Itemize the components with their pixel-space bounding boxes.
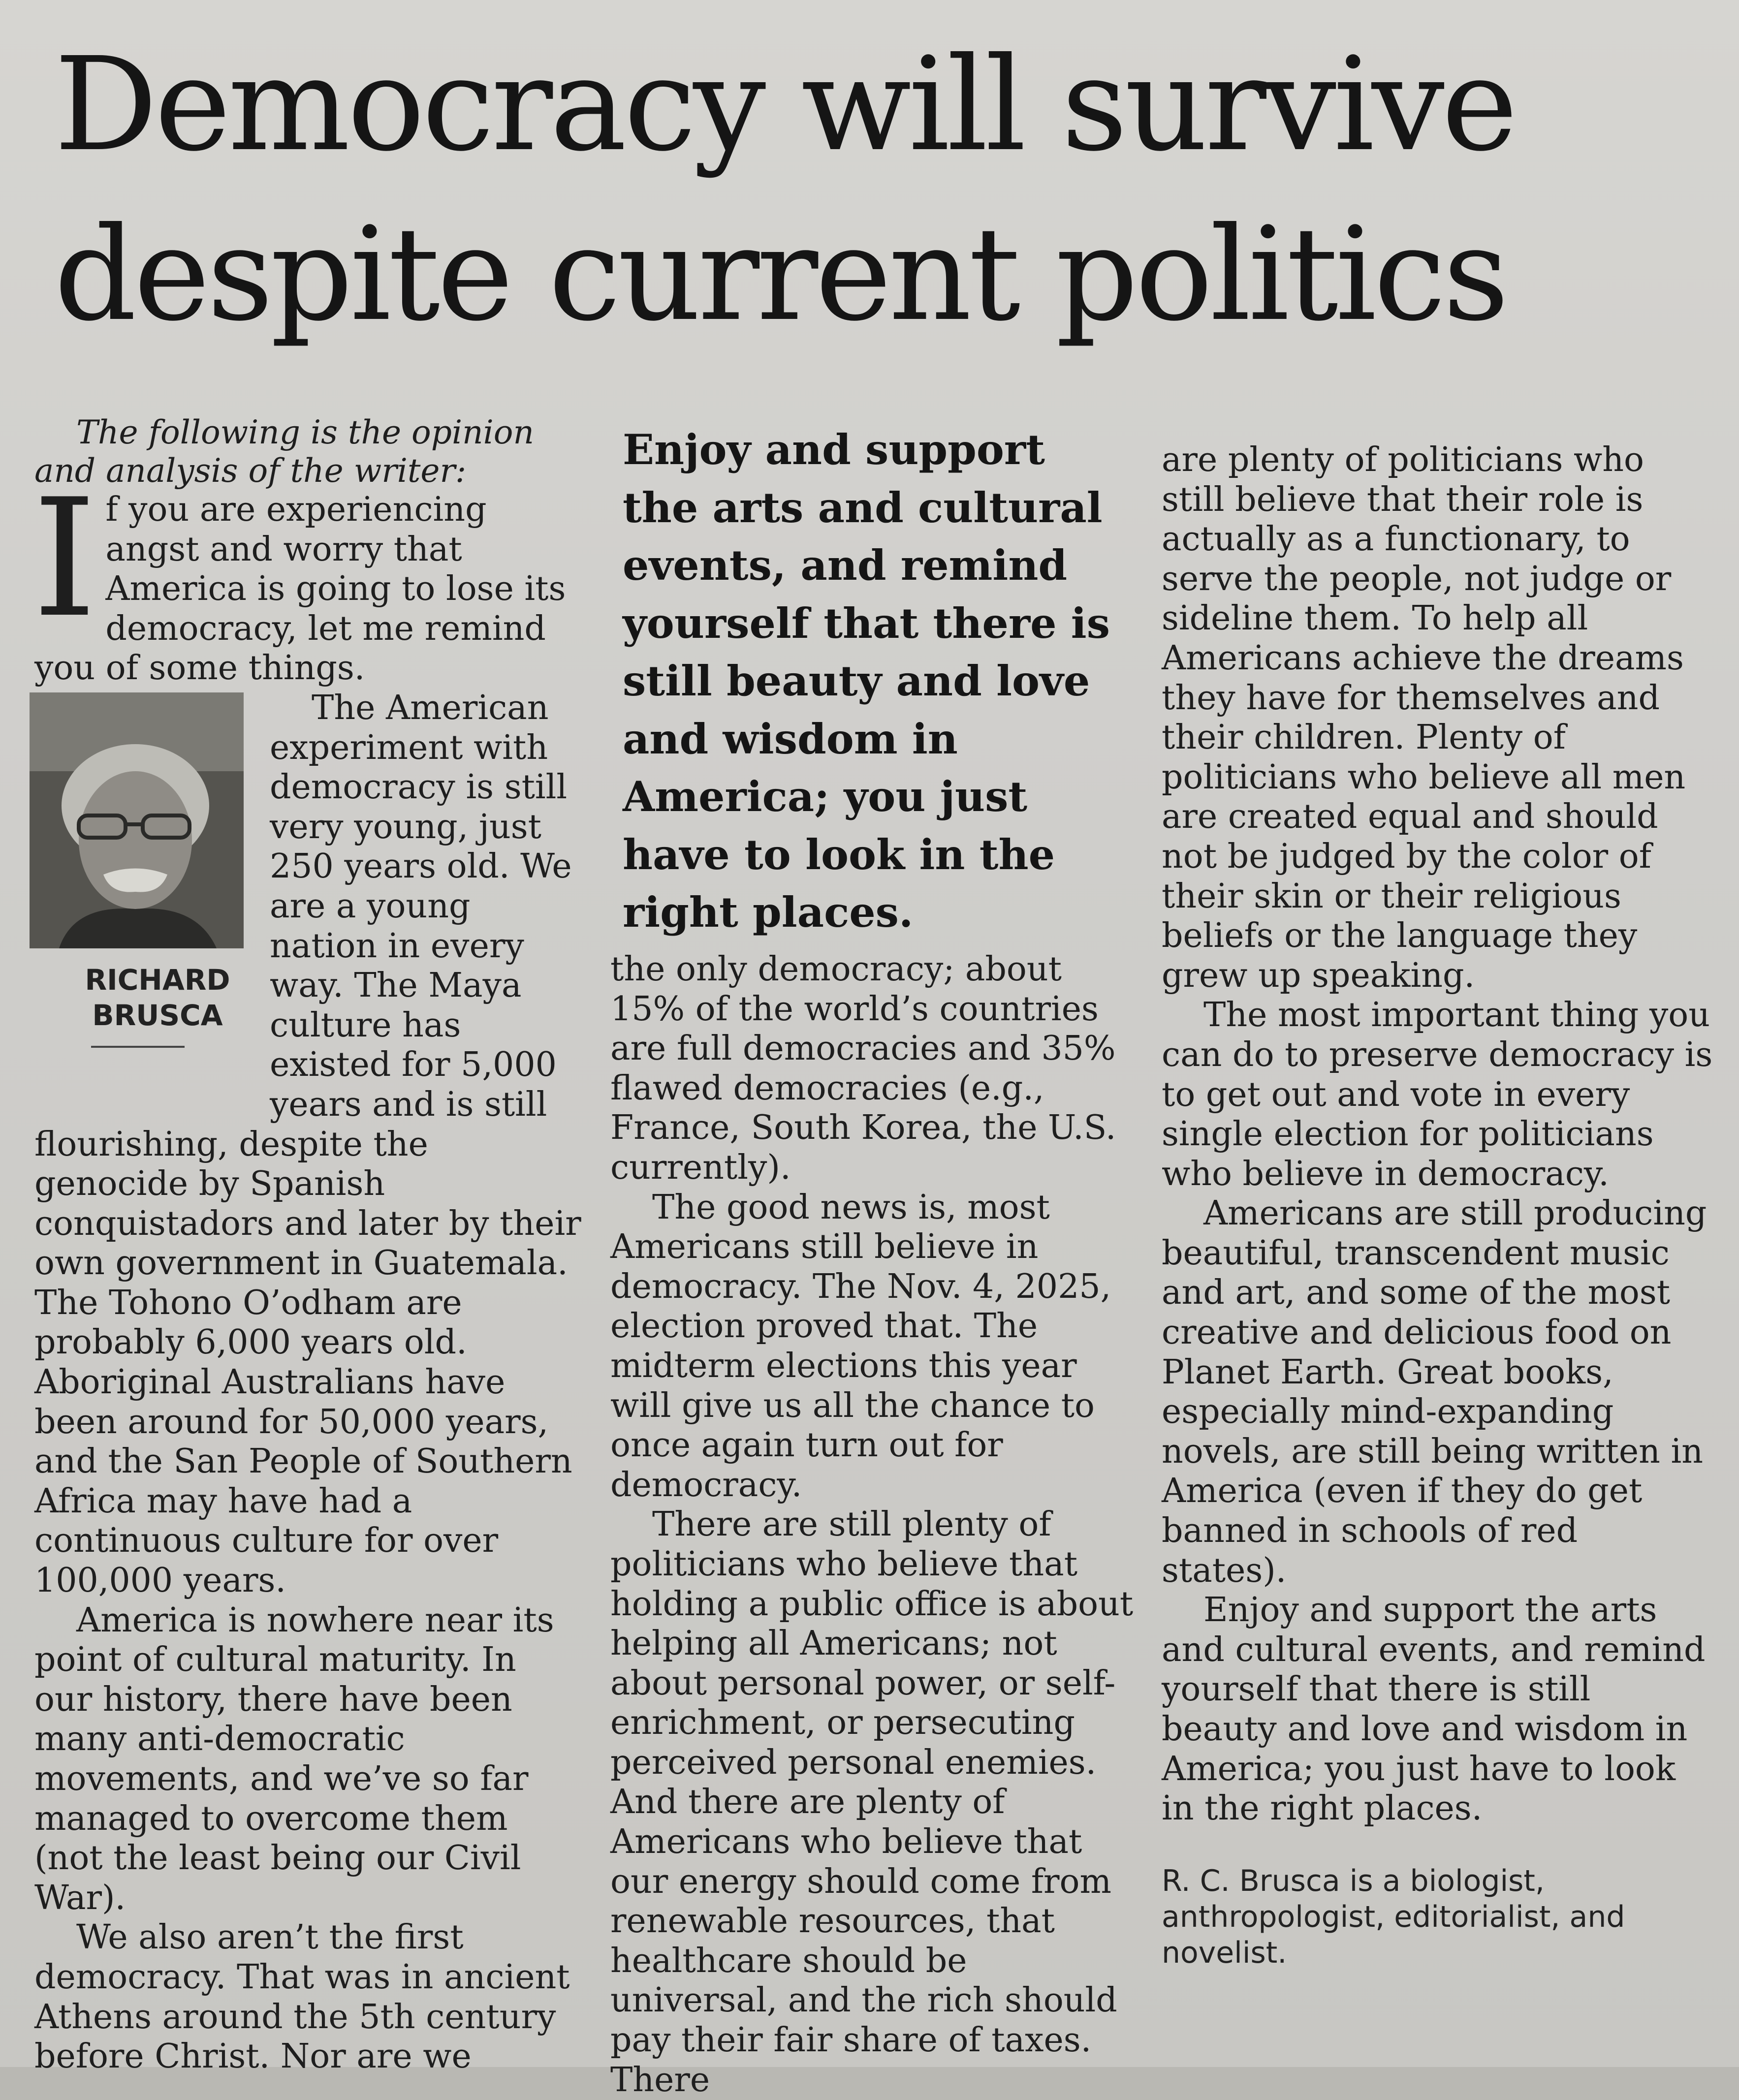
author-byline [30, 962, 244, 1033]
paragraph-4-continued: the only democracy; about 15% of the world’s countries are full democracies and 35% flawed democracies (e.g., France, South Korea, the U.S. currently). [610, 950, 1116, 1187]
paragraph-2 [34, 689, 583, 1601]
paragraph-5: The good news is, most Americans still believe in democracy. The Nov. 4, 2025, election proved that. The midterm elections this year will give us all the chance to once again turn out for democracy. [610, 1188, 1111, 1504]
paragraph-9: Enjoy and support the arts and cultural events, and remind yourself that there is still beauty and love and wisdom in America; you just have to look in the right places. [1162, 1591, 1706, 1828]
column-3 [1162, 440, 1713, 1971]
drop-cap: I [32, 464, 97, 653]
paragraph-1-text: f you are experiencing angst and worry that America is going to lose its democracy, let me remind you of some things. [34, 490, 566, 688]
column-2 [610, 950, 1137, 2100]
paragraph-1 [32, 464, 583, 689]
pull-quote: Enjoy and support the arts and cultural events, and remind yourself that there is still beauty and love and wisdom in America; you just have to look in the right places. [623, 425, 1110, 937]
paragraph-2-text: The American experiment with democracy is still very young, just 250 years old. We are a young nation in every way. The Maya culture has existed for 5,000 years and is still flourishing, despite the genocide by Spanish conquistadors and later by their own government in Guatemala. The Tohono O’odham are probably 6,000 years old. Aboriginal Australians have been around for 50,000 years, and the San People of Southern Africa may have had a continuous culture for over 100,000 years. [34, 688, 581, 1600]
paragraph-8: Americans are still producing beautiful, transcendent music and art, and some of the most creative and delicious food on Planet Earth. Great books, especially mind-expanding novels, are still being written in America (even if they do get banned in schools of red states). [1162, 1194, 1707, 1590]
paragraph-4: We also aren’t the first democracy. That was in ancient Athens around the 5th century before Christ. Nor are we [34, 1918, 570, 2076]
author-tagline: R. C. Brusca is a biologist, anthropologist, editorialist, and novelist. [1162, 1863, 1625, 1970]
paragraph-3: America is nowhere near its point of cultural maturity. In our history, there have been many anti-democratic movements, and we’ve so far managed to overcome them (not the least being our Civil War). [34, 1600, 554, 1917]
author-portrait-image [30, 692, 244, 948]
paragraph-6: There are still plenty of politicians who believe that holding a public office is about helping all Americans; not about personal power, or self-enrichment, or persecuting perceived personal enemies. And there are plenty of Americans who believe that our energy should come from renewable resources, that healthcare should be universal, and the rich should pay their fair share of taxes. There [610, 1505, 1134, 2100]
intro-line: The following is the opinion and analysis of the writer: [34, 413, 534, 490]
author-last-name: BRUSCA [92, 998, 223, 1032]
column-1 [34, 413, 583, 2077]
author-photo [30, 692, 244, 948]
author-photo-block [30, 692, 270, 1101]
author-first-name: RICHARD [85, 963, 230, 997]
headline: Democracy will survive despite current politics [54, 30, 1515, 349]
byline-rule [91, 1046, 185, 1048]
paragraph-7: The most important thing you can do to preserve democracy is to get out and vote in every single election for politicians who believe in democracy. [1162, 996, 1713, 1193]
paragraph-6-continued: are plenty of politicians who still believe that their role is actually as a functionary, to serve the people, not judge or sideline them. To help all Americans achieve the dreams they have for themselves and their children. Plenty of politicians who believe all men are created equal and should not be judged by the color of their skin or their religious beliefs or the language they grew up speaking. [1162, 440, 1686, 995]
